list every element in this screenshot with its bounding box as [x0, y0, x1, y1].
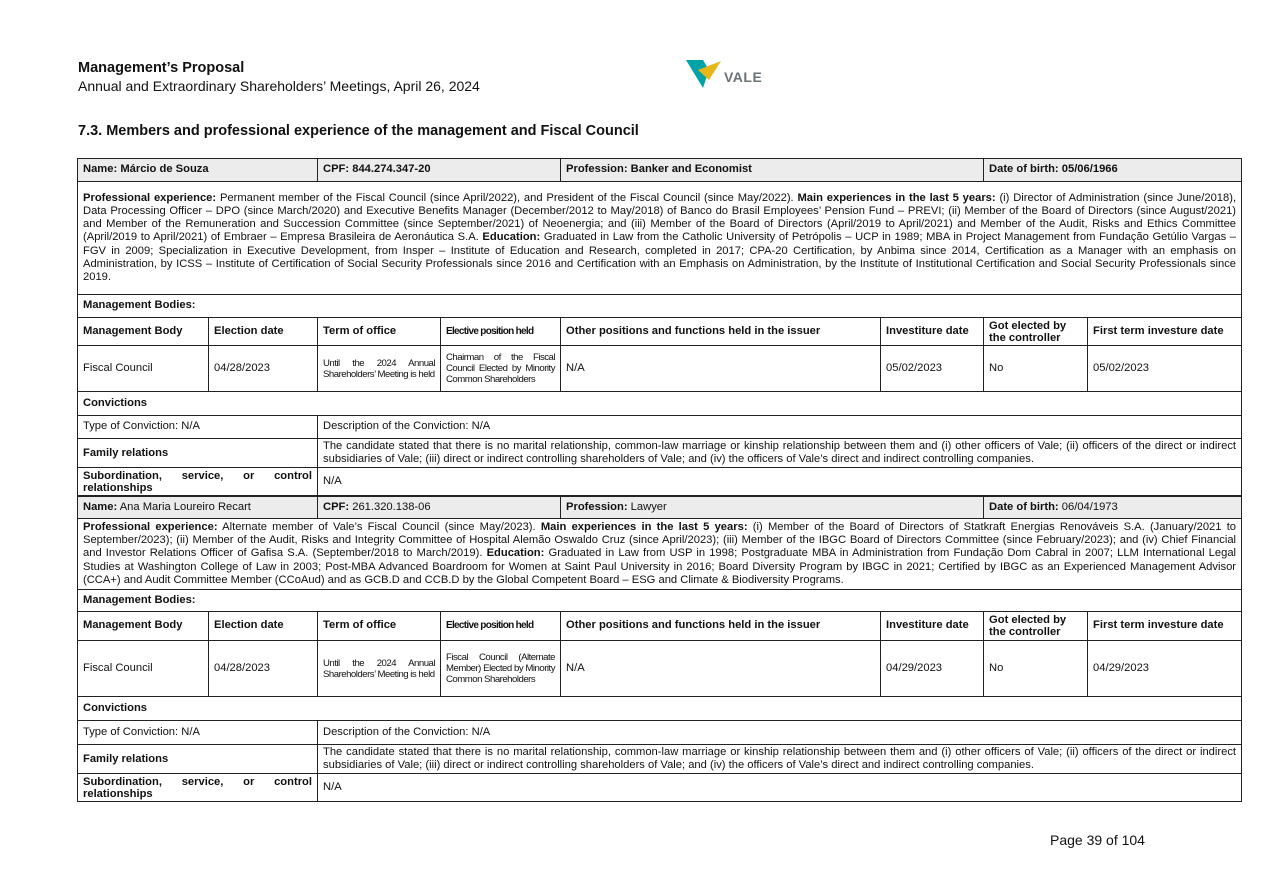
convictions-label: Convictions — [78, 392, 1242, 416]
body-value: Fiscal Council — [78, 346, 209, 392]
management-bodies-label: Management Bodies: — [78, 590, 1242, 612]
col-election-date: Election date — [209, 612, 318, 641]
elective-position-value: Chairman of the Fiscal Council Elected by Minority Common Shareholders — [441, 346, 561, 392]
professional-experience: Professional experience: Alternate member of Vale’s Fiscal Council (since May/2023). Main experiences in the last 5 years: (i) Member of the Board of Directors of Statkraft Energias Renováveis S.A. (January/2021 to September/2023); (ii) Member of the Audit, Risks and Integrity Committee of Hospital Alemão Oswaldo Cruz (since April/2023); (iii) Member of the IBGC Board of Directors Committee (since February/2023); and (iv) Chief Financial and Investor Relations Officer of Gafisa S.A. (September/2018 to March/2019). Education: Graduated in Law from USP in 1998; Postgraduate MBA in Administration from Fundação Dom Cabral in 2007; LLM International Legal Studies at Washington College of Law in 2003; Post-MBA Advanced Boardroom for Women at Saint Paul University in 2016; Board Diversity Program by IBGC in 2021; Certified by IBGC as an Experienced Management Advisor (CCA+) and Audit Committee Member (CCoAud) and as GCB.D and CCB.D by the Global Competent Board – ESG and Climate & Biodiversity Programs. — [78, 519, 1242, 590]
table-row — [78, 641, 1242, 697]
term-value: Until the 2024 Annual Shareholders’ Meeting is held — [318, 641, 441, 697]
first-term-value: 05/02/2023 — [1088, 346, 1242, 392]
subordination-value: N/A — [318, 468, 1242, 496]
col-elected-by-controller: Got elected by the controller — [984, 318, 1088, 346]
body-value: Fiscal Council — [78, 641, 209, 697]
controller-value: No — [984, 346, 1088, 392]
vale-logo-text: VALE — [724, 69, 763, 85]
member-name: Name: Márcio de Souza — [78, 159, 318, 182]
election-date-value: 04/28/2023 — [209, 641, 318, 697]
member-birth-date: Date of birth: 05/06/1966 — [984, 159, 1242, 182]
controller-value: No — [984, 641, 1088, 697]
convictions-label: Convictions — [78, 697, 1242, 721]
investiture-date-value: 05/02/2023 — [881, 346, 984, 392]
member-header-row — [78, 497, 1242, 519]
col-elected-by-controller: Got elected by the controller — [984, 612, 1088, 641]
col-term-of-office: Term of office — [318, 612, 441, 641]
col-elective-position: Elective position held — [441, 612, 561, 641]
subordination-value: N/A — [318, 774, 1242, 802]
family-relations-text: The candidate stated that there is no marital relationship, common-law marriage or kinship relationship between them and (i) other officers of Vale; (ii) officers of the direct or indirect subsidiaries of Vale; (iii) direct or indirect controlling shareholders of Vale; and (iv) the officers of Vale’s direct and indirect controlling companies. — [318, 439, 1242, 468]
management-bodies-header — [78, 612, 1242, 641]
subordination-label: Subordination, service, or control relationships — [78, 774, 318, 802]
member-cpf: CPF: 261.320.138-06 — [318, 497, 561, 519]
vale-logo-icon — [684, 58, 724, 90]
col-first-term-date: First term investure date — [1088, 612, 1242, 641]
table-row — [78, 346, 1242, 392]
member-profession: Profession: Lawyer — [561, 497, 984, 519]
member-name: Name: Ana Maria Loureiro Recart — [78, 497, 318, 519]
col-first-term-date: First term investure date — [1088, 318, 1242, 346]
member-cpf: CPF: 844.274.347-20 — [318, 159, 561, 182]
management-bodies-label: Management Bodies: — [78, 295, 1242, 318]
other-positions-value: N/A — [561, 641, 881, 697]
family-relations-label: Family relations — [78, 745, 318, 774]
other-positions-value: N/A — [561, 346, 881, 392]
member-table-2 — [77, 496, 1242, 802]
member-profession: Profession: Banker and Economist — [561, 159, 984, 182]
page-number: Page 39 of 104 — [1050, 832, 1145, 848]
vale-logo — [684, 58, 774, 90]
family-relations-text: The candidate stated that there is no marital relationship, common-law marriage or kinship relationship between them and (i) other officers of Vale; (ii) officers of the direct or indirect subsidiaries of Vale; (iii) direct or indirect controlling shareholders of Vale; and (iv) the officers of Vale’s direct and indirect controlling companies. — [318, 745, 1242, 774]
conviction-description: Description of the Conviction: N/A — [318, 721, 1242, 745]
family-relations-label: Family relations — [78, 439, 318, 468]
term-value: Until the 2024 Annual Shareholders’ Meeting is held — [318, 346, 441, 392]
member-header-row — [78, 159, 1242, 182]
election-date-value: 04/28/2023 — [209, 346, 318, 392]
col-management-body: Management Body — [78, 318, 209, 346]
subordination-label: Subordination, service, or control relationships — [78, 468, 318, 496]
member-birth-date: Date of birth: 06/04/1973 — [984, 497, 1242, 519]
elective-position-value: Fiscal Council (Alternate Member) Elected by Minority Common Shareholders — [441, 641, 561, 697]
management-bodies-header — [78, 318, 1242, 346]
type-of-conviction: Type of Conviction: N/A — [78, 721, 318, 745]
col-management-body: Management Body — [78, 612, 209, 641]
col-investiture-date: Investiture date — [881, 612, 984, 641]
col-election-date: Election date — [209, 318, 318, 346]
document-subtitle: Annual and Extraordinary Shareholders’ Meetings, April 26, 2024 — [78, 78, 480, 94]
col-other-positions: Other positions and functions held in the issuer — [561, 612, 881, 641]
col-elective-position: Elective position held — [441, 318, 561, 346]
col-investiture-date: Investiture date — [881, 318, 984, 346]
conviction-description: Description of the Conviction: N/A — [318, 416, 1242, 439]
document-title: Management’s Proposal — [78, 60, 245, 76]
type-of-conviction: Type of Conviction: N/A — [78, 416, 318, 439]
col-term-of-office: Term of office — [318, 318, 441, 346]
investiture-date-value: 04/29/2023 — [881, 641, 984, 697]
col-other-positions: Other positions and functions held in the issuer — [561, 318, 881, 346]
professional-experience: Professional experience: Permanent member of the Fiscal Council (since April/2022), and President of the Fiscal Council (since May/2022). Main experiences in the last 5 years: (i) Director of Administration (since June/2018), Data Processing Officer – DPO (since March/2020) and Executive Benefits Manager (December/2012 to May/2018) of Banco do Brasil Employees’ Pension Fund – PREVI; (ii) Member of the Board of Directors (since August/2021) and Member of the Remuneration and Succession Committee (since September/2021) of Neoenergia; and (iii) Member of the Board of Directors (April/2019 to April/2021) and Member of the Audit, Risks and Ethics Committee (April/2019 to April/2021) of Embraer – Empresa Brasileira de Aeronáutica S.A. Education: Graduated in Law from the Catholic University of Petrópolis – UCP in 1989; MBA in Project Management from Fundação Getúlio Vargas – FGV in 2009; Specialization in Executive Development, from Insper – Institute of Education and Research, completed in 2017; CPA-20 Certification, by Anbima since 2014, Certification as a Manager with an emphasis on Administration, by ICSS – Institute of Certification of Social Security Professionals since 2016 and Certification with an Emphasis on Administration, by the Institute of Institutional Certification and Social Security Professionals since 2019. — [78, 182, 1242, 295]
section-title: 7.3. Members and professional experience of the management and Fiscal Council — [78, 123, 639, 139]
member-table-1 — [77, 158, 1242, 496]
first-term-value: 04/29/2023 — [1088, 641, 1242, 697]
